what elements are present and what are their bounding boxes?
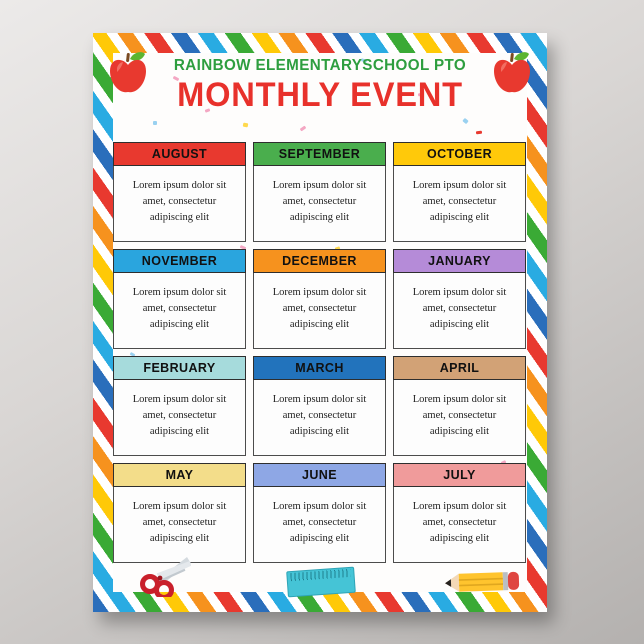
month-name: AUGUST: [113, 142, 246, 166]
month-name: JULY: [393, 463, 526, 487]
month-description: Lorem ipsum dolor sit amet, consectetur adipiscing elit: [393, 166, 526, 242]
confetti: [153, 121, 157, 125]
month-card-november: [113, 249, 246, 349]
month-description: Lorem ipsum dolor sit amet, consectetur adipiscing elit: [253, 380, 386, 456]
poster-title: MONTHLY EVENT: [177, 76, 463, 114]
school-line: RAINBOW ELEMENTARYSCHOOL PTO: [173, 57, 467, 74]
month-card-october: [393, 142, 526, 242]
month-description: Lorem ipsum dolor sit amet, consectetur adipiscing elit: [253, 487, 386, 563]
month-description: Lorem ipsum dolor sit amet, consectetur adipiscing elit: [113, 166, 246, 242]
pencil-icon: [443, 567, 522, 598]
month-card-january: [393, 249, 526, 349]
month-name: SEPTEMBER: [253, 142, 386, 166]
month-card-february: [113, 356, 246, 456]
poster-inner: [113, 53, 527, 592]
month-card-december: [253, 249, 386, 349]
month-name: APRIL: [393, 356, 526, 380]
month-description: Lorem ipsum dolor sit amet, consectetur adipiscing elit: [393, 273, 526, 349]
month-card-march: [253, 356, 386, 456]
month-name: JANUARY: [393, 249, 526, 273]
month-card-may: [113, 463, 246, 563]
confetti: [243, 123, 249, 128]
monthly-event-poster: [93, 33, 547, 612]
month-name: MARCH: [253, 356, 386, 380]
scissors-icon: [139, 553, 191, 597]
month-card-june: [253, 463, 386, 563]
month-card-july: [393, 463, 526, 563]
month-name: JUNE: [253, 463, 386, 487]
month-description: Lorem ipsum dolor sit amet, consectetur adipiscing elit: [393, 380, 526, 456]
month-description: Lorem ipsum dolor sit amet, consectetur adipiscing elit: [113, 487, 246, 563]
month-description: Lorem ipsum dolor sit amet, consectetur adipiscing elit: [253, 166, 386, 242]
month-name: NOVEMBER: [113, 249, 246, 273]
ruler-icon: [286, 567, 356, 598]
ruler-ticks: [290, 569, 350, 581]
month-description: Lorem ipsum dolor sit amet, consectetur adipiscing elit: [253, 273, 386, 349]
month-name: DECEMBER: [253, 249, 386, 273]
month-description: Lorem ipsum dolor sit amet, consectetur adipiscing elit: [113, 380, 246, 456]
month-card-september: [253, 142, 386, 242]
confetti: [462, 118, 468, 124]
months-grid: [113, 142, 527, 563]
month-name: OCTOBER: [393, 142, 526, 166]
month-card-april: [393, 356, 526, 456]
month-card-august: [113, 142, 246, 242]
month-description: Lorem ipsum dolor sit amet, consectetur adipiscing elit: [113, 273, 246, 349]
confetti: [476, 131, 482, 135]
confetti: [300, 126, 307, 132]
apple-icon: [491, 49, 533, 97]
month-name: FEBRUARY: [113, 356, 246, 380]
month-name: MAY: [113, 463, 246, 487]
month-description: Lorem ipsum dolor sit amet, consectetur adipiscing elit: [393, 487, 526, 563]
